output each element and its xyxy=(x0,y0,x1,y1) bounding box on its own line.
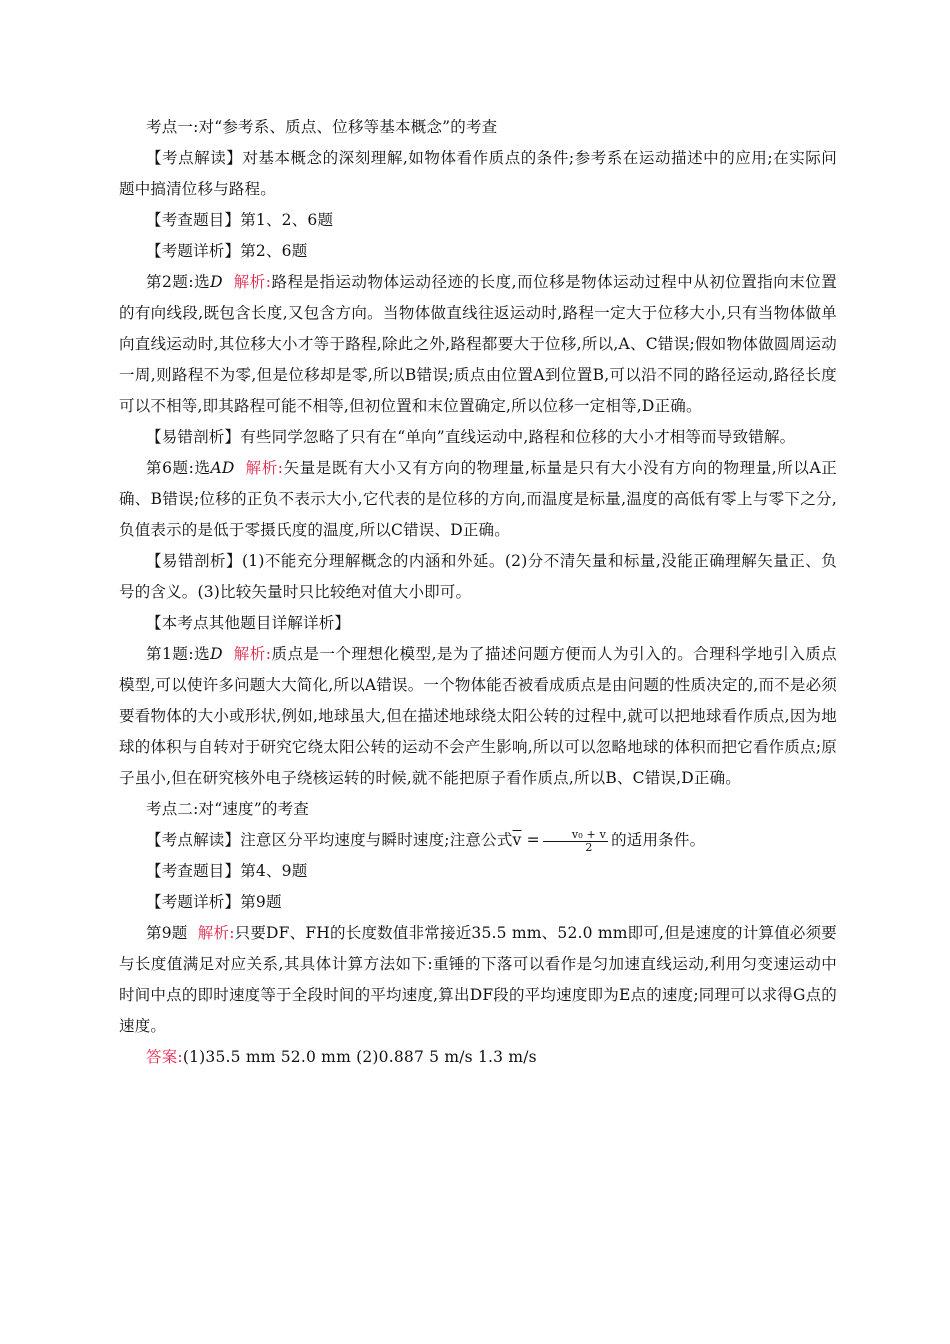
velocity-reading-after: 的适用条件。 xyxy=(611,831,706,849)
question-1-body: 质点是一个理想化模型,是为了描述问题方便而人为引入的。合理科学地引入质点模型,可以使许多问题大大简化,所以A错误。一个物体能否被看成质点是由问题的性质决定的,而不是必须要看物体的大小或形状,例如,地球虽大,但在描述地球绕太阳公转的过程中,就可以把地球看作质点,因为地球的体积与自转对于研究它绕太阳公转的运动不会产生影响,所以可以忽略地球的体积而把它看作质点;原子虽小,但在研究核外电子绕核运转的时候,就不能把原子看作质点,所以B、C错误,D正确。 xyxy=(119,645,837,787)
exam-detail: 【考题详析】第2、6题 xyxy=(146,242,308,260)
answer-label: 答案: xyxy=(146,1048,183,1066)
answer-line xyxy=(119,1042,837,1073)
velocity-reading: 【考点解读】注意区分平均速度与瞬时速度;注意公式$\overline{v}$ = $\frac{\text{v₀ + v}}{2}$ 的适用条件。 xyxy=(146,827,706,854)
velocity-reading-before: 【考点解读】注意区分平均速度与瞬时速度;注意公式 xyxy=(146,831,513,849)
question-9-label: 解析: xyxy=(197,924,235,942)
formula-lhs: $\overline{v}$ xyxy=(512,831,522,849)
question-2-lead: 第2题:选 xyxy=(146,273,211,291)
exam-topics: 【考查题目】第1、2、6题 xyxy=(146,211,334,229)
question-6-error-analysis: 【易错剖析】(1)不能充分理解概念的内涵和外延。(2)分不清矢量和标量,没能正确理解矢量正、负号的含义。(3)比较矢量时只比较绝对值大小即可。 xyxy=(119,552,837,601)
question-1-analysis xyxy=(119,639,837,794)
formula-denominator: 2 xyxy=(585,840,593,854)
question-2-analysis xyxy=(119,267,837,422)
question-1-label: 解析: xyxy=(233,645,272,663)
question-6-lead: 第6题:选 xyxy=(146,459,211,477)
velocity-detail: 【考题详析】第9题 xyxy=(146,893,282,911)
question-1-choice: D xyxy=(210,645,223,663)
question-9-analysis xyxy=(119,918,837,1042)
formula-numerator: v₀ + v xyxy=(543,829,608,842)
question-2-label: 解析: xyxy=(233,273,272,291)
question-6-analysis xyxy=(119,453,837,546)
other-questions-title: 【本考点其他题目详解详析】 xyxy=(146,614,351,632)
question-9-lead: 第9题 xyxy=(146,924,188,942)
question-2-choice: D xyxy=(210,273,223,291)
question-1-lead: 第1题:选 xyxy=(146,645,211,663)
document-content xyxy=(119,112,837,1073)
average-velocity-formula xyxy=(543,829,608,854)
answer-body: (1)35.5 mm 52.0 mm (2)0.887 5 m/s 1.3 m/s xyxy=(182,1048,537,1066)
section-heading-2: 考点二:对“速度”的考查 xyxy=(146,800,309,818)
question-6-choice: AD xyxy=(210,459,235,477)
section-heading-1: 考点一:对“参考系、质点、位移等基本概念”的考查 xyxy=(146,118,498,136)
question-9-body: 只要DF、FH的长度数值非常接近35.5 mm、52.0 mm即可,但是速度的计算值必须要与长度值满足对应关系,其具体计算方法如下:重锤的下落可以看作是匀加速直线运动,利用匀变速运动中时间中点的即时速度等于全段时间的平均速度,算出DF段的平均速度即为E点的速度;同理可以求得G点的速度。 xyxy=(119,924,837,1035)
question-2-body: 路程是指运动物体运动径迹的长度,而位移是物体运动过程中从初位置指向末位置的有向线段,既包含长度,又包含方向。当物体做直线往返运动时,路程一定大于位移大小,只有当物体做单向直线运动时,其位移大小才等于路程,除此之外,路程都要大于位移,所以,A、C错误;假如物体做圆周运动一周,则路程不为零,但是位移却是零,所以B错误;质点由位置A到位置B,可以沿不同的路径运动,路径长度可以不相等,即其路程可能不相等,但初位置和末位置确定,所以位移一定相等,D正确。 xyxy=(119,273,837,415)
exam-point-reading: 【考点解读】对基本概念的深刻理解,如物体看作质点的条件;参考系在运动描述中的应用;在实际问题中搞清位移与路程。 xyxy=(119,149,837,198)
question-6-body: 矢量是既有大小又有方向的物理量,标量是只有大小没有方向的物理量,所以A正确、B错误;位移的正负不表示大小,它代表的是位移的方向,而温度是标量,温度的高低有零上与零下之分,负值表示的是低于零摄氏度的温度,所以C错误、D正确。 xyxy=(119,459,837,539)
velocity-topics: 【考查题目】第4、9题 xyxy=(146,862,308,880)
question-2-error-analysis: 【易错剖析】有些同学忽略了只有在“单向”直线运动中,路程和位移的大小才相等而导致错解。 xyxy=(146,428,796,446)
question-6-label: 解析: xyxy=(245,459,284,477)
